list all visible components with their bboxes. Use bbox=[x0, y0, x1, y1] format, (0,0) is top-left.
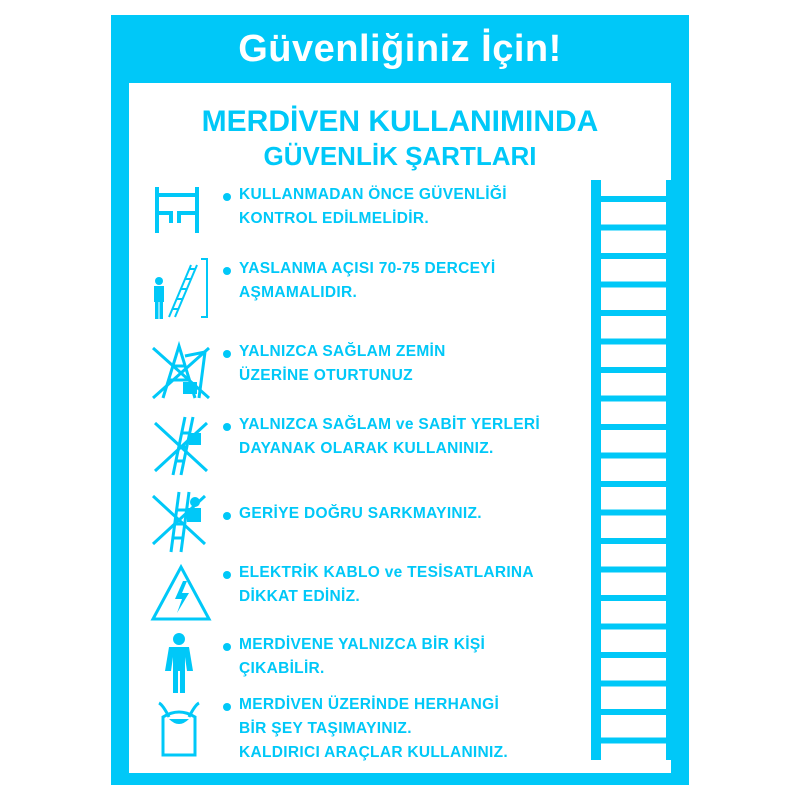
ladder-rung bbox=[601, 652, 666, 658]
ladder-angle-person-icon bbox=[149, 255, 213, 321]
ladder-rung bbox=[601, 453, 666, 459]
bullet bbox=[223, 423, 231, 431]
ladder-illustration bbox=[591, 180, 676, 760]
ladder-rung bbox=[601, 310, 666, 316]
ladder-rung bbox=[601, 196, 666, 202]
list-item bbox=[149, 413, 579, 483]
sign-panel bbox=[129, 83, 671, 773]
ladder-rung bbox=[601, 253, 666, 259]
item-text: YALNIZCA SAĞLAM ve SABİT YERLERİ DAYANAK OLARAK KULLANINIZ. bbox=[239, 416, 540, 457]
ladder-rung bbox=[601, 339, 666, 345]
single-person-icon bbox=[149, 631, 213, 697]
ladder-rung bbox=[601, 282, 666, 288]
list-item bbox=[149, 338, 579, 408]
ladder-rung bbox=[601, 510, 666, 516]
item-text: ELEKTRİK KABLO ve TESİSATLARINA DİKKAT EDİNİZ. bbox=[239, 564, 534, 605]
sign-banner: Güvenliğiniz İçin! bbox=[238, 27, 562, 70]
bullet bbox=[223, 193, 231, 201]
electric-hazard-icon bbox=[149, 563, 213, 629]
list-item bbox=[149, 488, 579, 558]
no-unstable-support-icon bbox=[149, 413, 213, 479]
item-text: MERDİVENE YALNIZCA BİR KİŞİ ÇIKABİLİR. bbox=[239, 636, 486, 677]
no-unstable-ground-icon bbox=[149, 338, 213, 404]
bullet bbox=[223, 643, 231, 651]
item-text: YALNIZCA SAĞLAM ZEMİN ÜZERİNE OTURTUNUZ bbox=[239, 343, 446, 384]
ladder-rung bbox=[601, 681, 666, 687]
ladder-rung bbox=[601, 738, 666, 744]
ladder-rung bbox=[601, 396, 666, 402]
list-item bbox=[149, 563, 579, 633]
ladder-rung bbox=[601, 225, 666, 231]
ladder-rung bbox=[601, 424, 666, 430]
item-text: YASLANMA AÇISI 70-75 DERCEYİ AŞMAMALIDIR. bbox=[239, 260, 496, 301]
ladder-rung bbox=[601, 567, 666, 573]
ladder-rung bbox=[601, 367, 666, 373]
ladder-rung bbox=[601, 709, 666, 715]
ladder-rung bbox=[601, 481, 666, 487]
ladder-rung bbox=[601, 595, 666, 601]
bullet bbox=[223, 571, 231, 579]
item-text: GERİYE DOĞRU SARKMAYINIZ. bbox=[239, 505, 482, 522]
item-text: MERDİVEN ÜZERİNDE HERHANGİ BİR ŞEY TAŞIMAYINIZ. KALDIRICI ARAÇLAR KULLANINIZ. bbox=[239, 696, 509, 761]
item-text: KULLANMADAN ÖNCE GÜVENLİĞİ KONTROL EDİLMELİDİR. bbox=[239, 186, 507, 227]
sign-title-line1: MERDİVEN KULLANIMINDA bbox=[201, 105, 599, 138]
bullet bbox=[223, 267, 231, 275]
list-item bbox=[149, 695, 579, 765]
load-bag-icon bbox=[149, 695, 213, 761]
list-item bbox=[149, 181, 579, 251]
ladder-frame-icon bbox=[149, 181, 213, 247]
ladder-rung bbox=[601, 624, 666, 630]
safety-sign bbox=[111, 15, 689, 785]
list-item bbox=[149, 255, 579, 325]
bullet bbox=[223, 350, 231, 358]
bullet bbox=[223, 512, 231, 520]
sign-title-line2: GÜVENLİK ŞARTLARI bbox=[263, 141, 537, 171]
list-item bbox=[149, 631, 579, 701]
ladder-rung bbox=[601, 538, 666, 544]
no-leaning-back-icon bbox=[149, 488, 213, 554]
bullet bbox=[223, 703, 231, 711]
